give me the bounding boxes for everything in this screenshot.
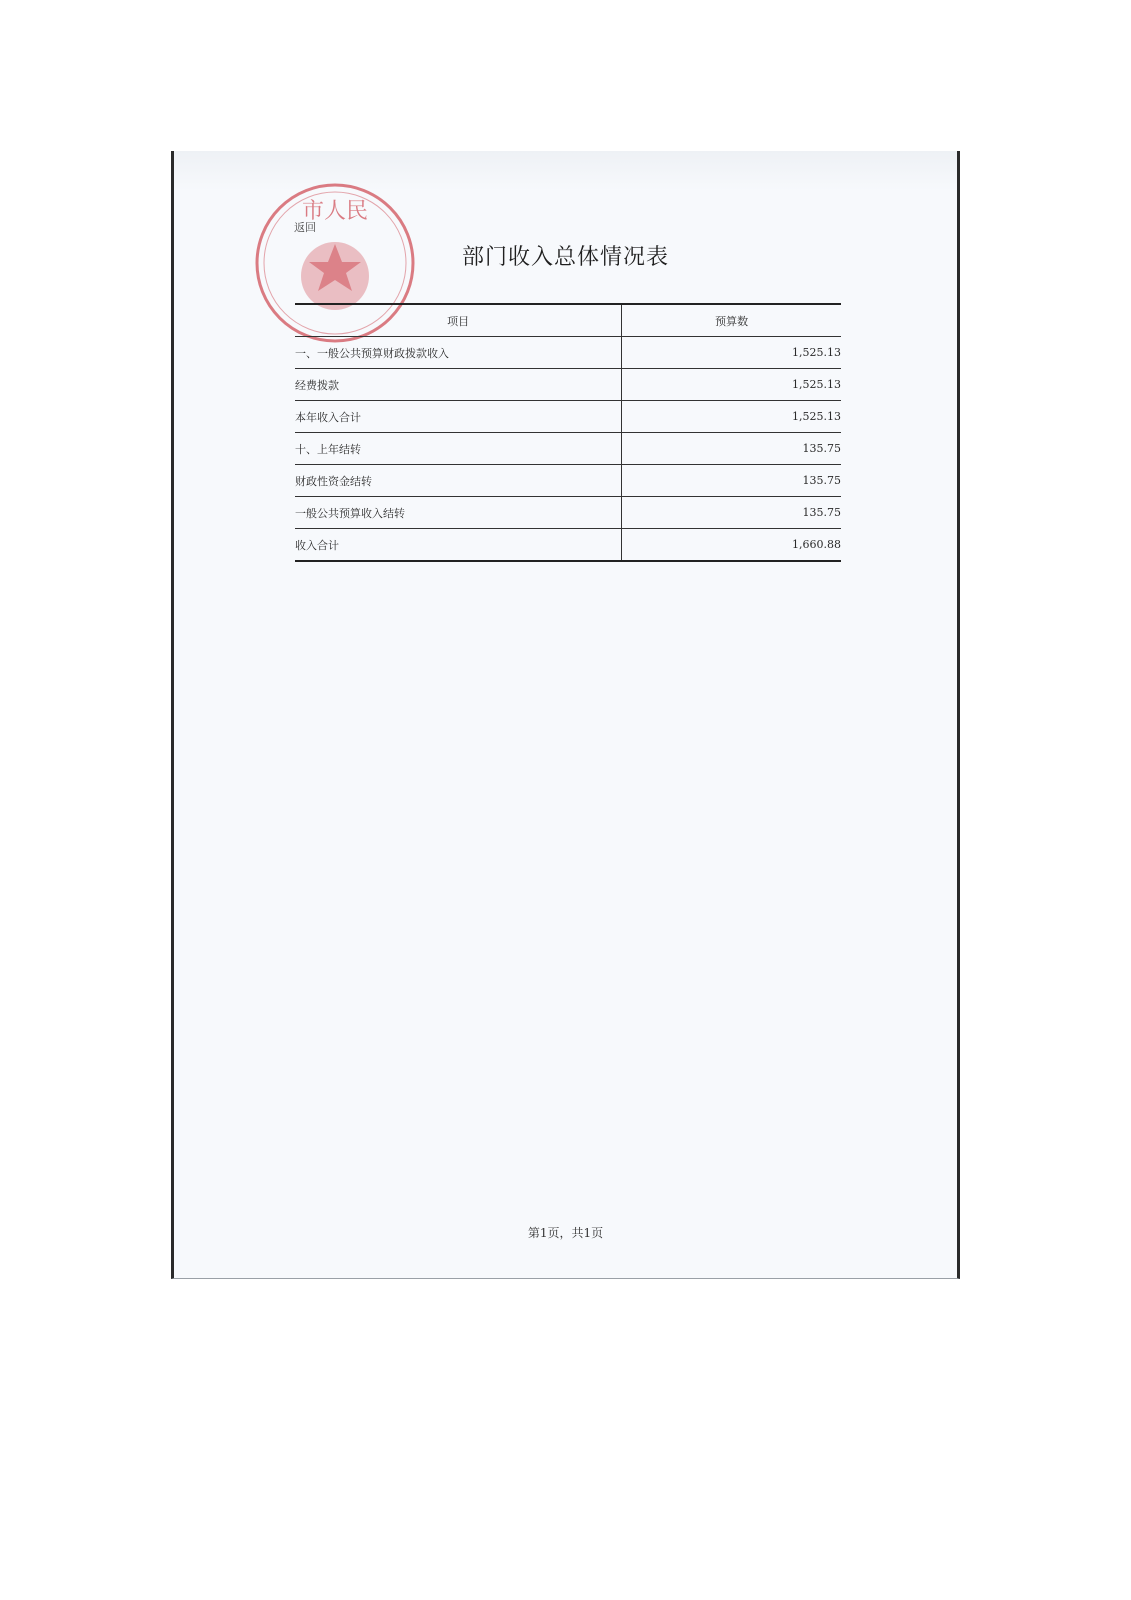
- page-title: 部门收入总体情况表: [461, 245, 669, 270]
- row-item-label: 一、一般公共预算财政拨款收入: [295, 337, 622, 369]
- row-item-label: 十、上年结转: [295, 433, 622, 465]
- row-item-label: 一般公共预算收入结转: [295, 497, 622, 529]
- seal-text: 市人民: [301, 199, 369, 224]
- header-item: 项目: [295, 304, 622, 337]
- header-budget: 预算数: [622, 304, 841, 337]
- row-budget-amount: 135.75: [622, 497, 841, 529]
- row-budget-amount: 135.75: [622, 433, 841, 465]
- row-budget-amount: 1,660.88: [622, 529, 841, 562]
- table-row: [295, 433, 841, 465]
- row-item-label: 本年收入合计: [295, 401, 622, 433]
- table-row: [295, 465, 841, 497]
- row-item-label: 经费拨款: [295, 369, 622, 401]
- income-summary-table: [295, 303, 841, 562]
- table-row: [295, 369, 841, 401]
- row-budget-amount: 1,525.13: [622, 369, 841, 401]
- table-row: [295, 529, 841, 562]
- row-budget-amount: 135.75: [622, 465, 841, 497]
- table-header-row: [295, 304, 841, 337]
- row-budget-amount: 1,525.13: [622, 401, 841, 433]
- table-body: [295, 337, 841, 562]
- table-row: [295, 401, 841, 433]
- page-number: 第1页，共1页: [527, 1226, 604, 1240]
- seal-handwritten-note: 返回: [294, 221, 316, 234]
- table-row: [295, 337, 841, 369]
- table-row: [295, 497, 841, 529]
- row-item-label: 财政性资金结转: [295, 465, 622, 497]
- row-budget-amount: 1,525.13: [622, 337, 841, 369]
- row-item-label: 收入合计: [295, 529, 622, 562]
